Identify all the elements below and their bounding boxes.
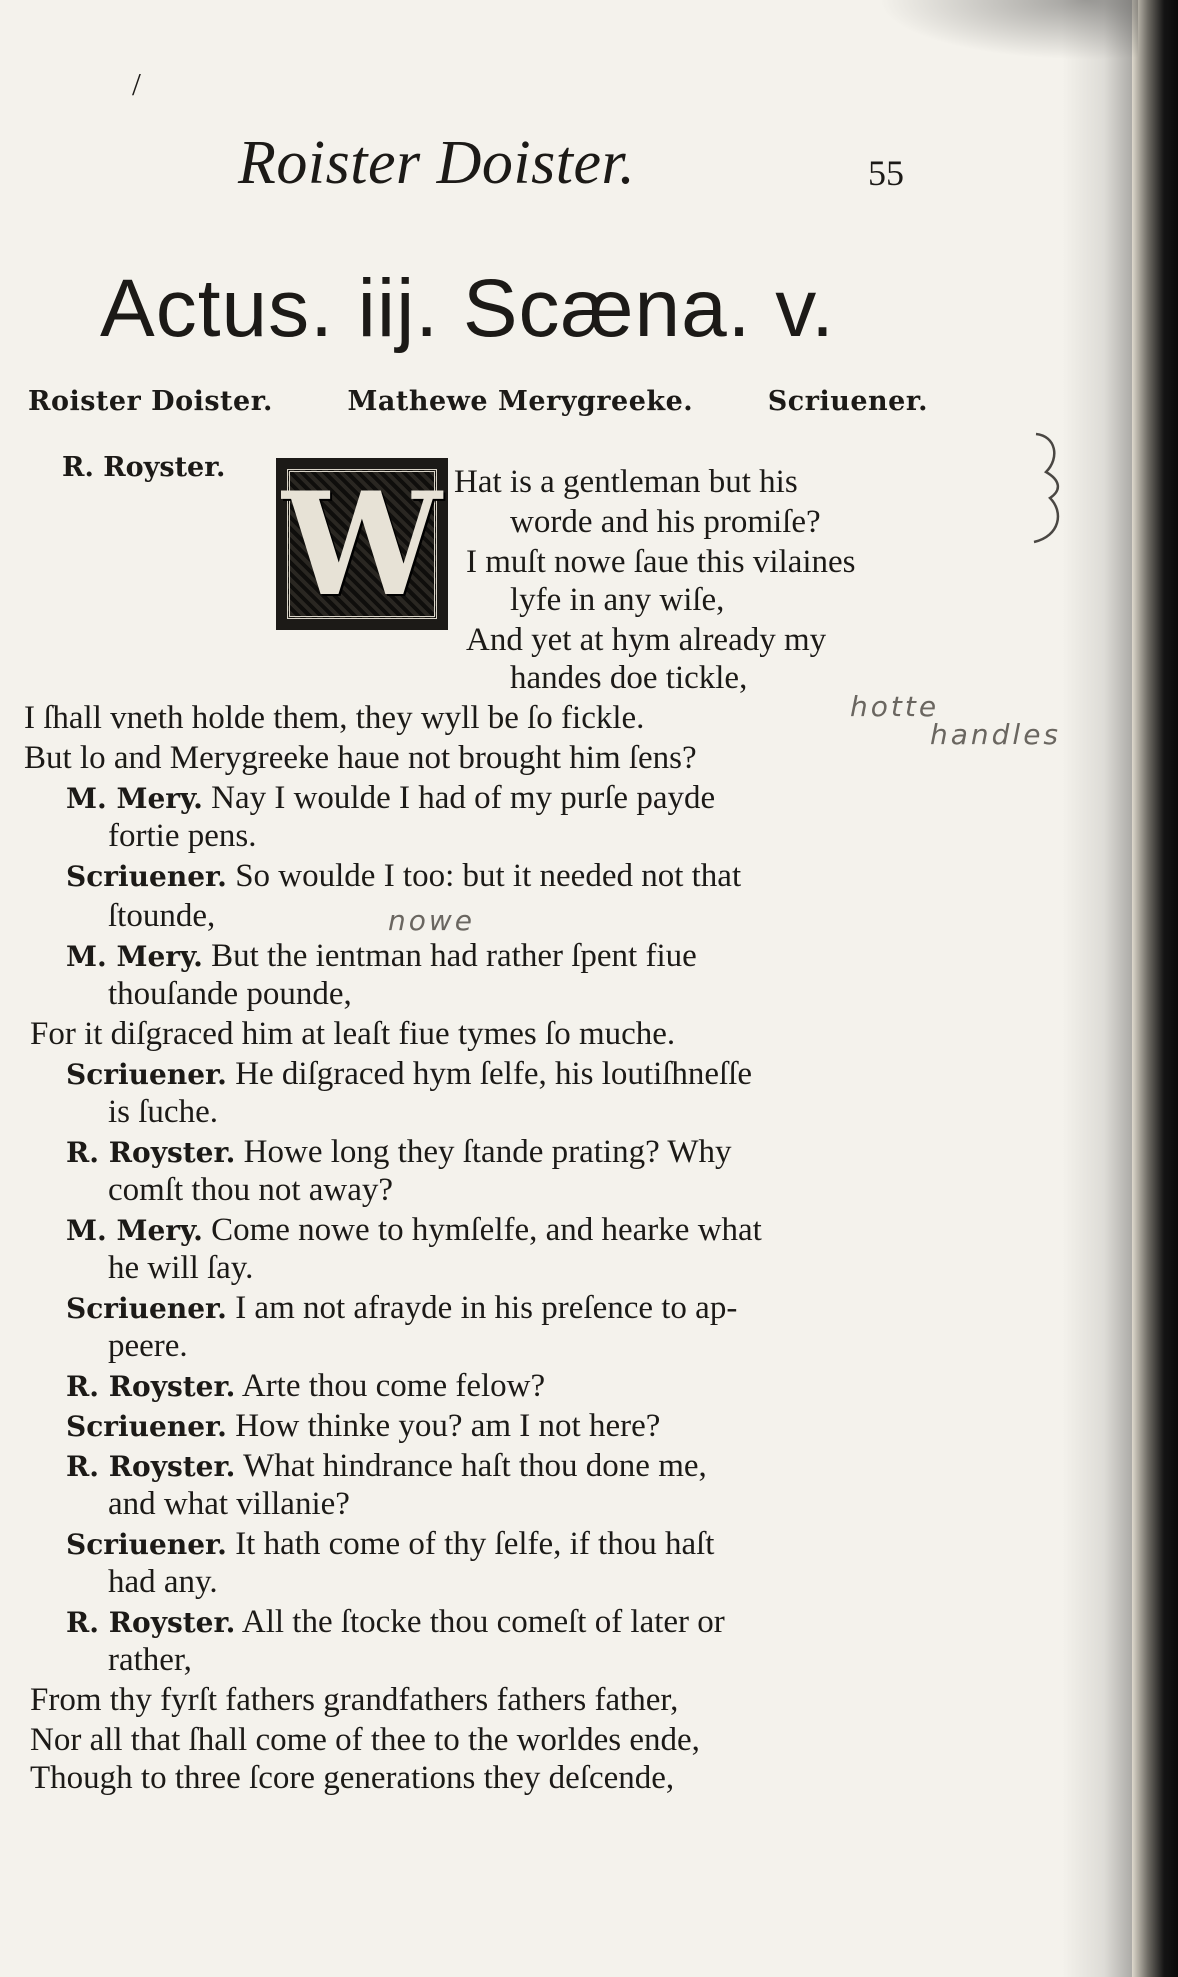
speech-line: [66, 936, 697, 977]
dramatis-personae: [28, 386, 928, 417]
verse-line: [30, 1014, 675, 1054]
speech-line: [66, 1132, 732, 1173]
line-text: What hindrance haſt thou done me,: [243, 1448, 707, 1484]
speaker-label: R. Royster.: [66, 1370, 236, 1403]
speech-line: [66, 1602, 725, 1643]
speaker-label: M. Mery.: [66, 782, 203, 815]
verse-line: [108, 896, 215, 936]
page-stain: [878, 0, 1138, 60]
inline-note: nowe: [388, 904, 476, 937]
verse-line: [108, 974, 352, 1014]
verse-line: [24, 738, 697, 778]
initial-letter: W: [282, 462, 442, 628]
speaker-label: Scriuener.: [66, 1292, 227, 1325]
line-text: But lo and Merygreeke haue not brought him ſens?: [24, 740, 697, 776]
page-gutter-shadow: [1062, 0, 1132, 1977]
speech-line: [66, 1210, 762, 1251]
pencil-mark: /: [132, 66, 141, 102]
page-number: 55: [868, 153, 904, 193]
verse-line: [510, 658, 747, 698]
line-text: he will ſay.: [108, 1250, 254, 1286]
verse-line: [108, 1170, 393, 1210]
speaker-label: R. Royster.: [66, 1136, 236, 1169]
speech-line: [66, 1288, 737, 1329]
speech-line: [66, 1054, 752, 1095]
person-merygreeke: Mathewe Merygreeke.: [347, 386, 694, 417]
verse-line: [510, 502, 821, 542]
line-text: Arte thou come felow?: [241, 1368, 546, 1404]
line-text: thouſande pounde,: [108, 976, 352, 1012]
line-text: fortie pens.: [108, 818, 257, 854]
verse-line: [466, 542, 856, 582]
speaker-label: Scriuener.: [66, 860, 227, 893]
line-text: From thy fyrſt fathers grandfathers fathers father,: [30, 1682, 679, 1718]
line-text: had any.: [108, 1564, 218, 1600]
line-text: How thinke you? am I not here?: [235, 1408, 661, 1444]
line-text: peere.: [108, 1328, 188, 1364]
verse-line: [108, 1092, 218, 1132]
speech-line: [66, 1366, 545, 1407]
pencil-bracket-icon: [1030, 428, 1070, 548]
line-text: I ſhall vneth holde them, they wyll be ſo fickle.: [24, 700, 645, 736]
verse-line: [30, 1720, 700, 1760]
speaker-label: M. Mery.: [66, 940, 203, 973]
person-scriuener: Scriuener.: [767, 386, 928, 417]
ornamental-initial: [276, 458, 448, 630]
line-text: Howe long they ſtande prating? Why: [243, 1134, 732, 1170]
line-text: It hath come of thy ſelfe, if thou haſt: [235, 1526, 715, 1562]
line-text: Hat is a gentleman but his: [454, 464, 798, 500]
speaker-label: Scriuener.: [66, 1058, 227, 1091]
speech-line: [66, 1446, 707, 1487]
speaker-label: R. Royster.: [66, 1450, 236, 1483]
line-text: I muſt nowe ſaue this vilaines: [466, 544, 856, 580]
verse-line: [510, 580, 724, 620]
speech-line: [66, 856, 741, 897]
line-text: I am not afrayde in his preſence to ap-: [235, 1290, 738, 1326]
line-text: rather,: [108, 1642, 192, 1678]
verse-line: [24, 698, 644, 738]
line-text: But the ientman had rather ſpent fiue: [211, 938, 697, 974]
verse-line: [108, 1562, 218, 1602]
speech-line: [66, 778, 715, 819]
line-text: Though to three ſcore generations they deſcende,: [30, 1760, 675, 1796]
person-roister-doister: Roister Doister.: [28, 386, 273, 417]
verse-line: [466, 620, 826, 660]
speaker-label: M. Mery.: [66, 1214, 203, 1247]
line-text: handes doe tickle,: [510, 660, 748, 696]
verse-line: [108, 1484, 350, 1524]
running-title: Roister Doister.: [238, 129, 636, 197]
line-text: comſt thou not away?: [108, 1172, 394, 1208]
speech-line: [66, 1406, 660, 1447]
verse-line: [108, 1640, 192, 1680]
page-binding-edge: [1132, 0, 1178, 1977]
line-text: and what villanie?: [108, 1486, 350, 1522]
line-text: He diſgraced hym ſelfe, his loutiſhneſſe: [235, 1056, 753, 1092]
verse-line: [454, 462, 798, 502]
speaker-label: R. Royster.: [66, 1606, 236, 1639]
line-text: All the ſtocke thou comeſt of later or: [241, 1604, 725, 1640]
line-text: So woulde I too: but it needed not that: [235, 858, 742, 894]
line-text: is ſuche.: [108, 1094, 218, 1130]
line-text: lyfe in any wiſe,: [510, 582, 725, 618]
scene-heading: Actus. iij. Scæna. v.: [100, 263, 835, 354]
margin-note: hotte: [850, 690, 940, 723]
speaker-label: Scriuener.: [66, 1528, 227, 1561]
speaker-label: R. Royster.: [62, 452, 226, 483]
verse-line: [30, 1758, 674, 1798]
line-text: ſtounde,: [108, 898, 216, 934]
verse-line: [108, 1326, 188, 1366]
verse-line: [108, 1248, 253, 1288]
speech-line: [66, 1524, 714, 1565]
line-text: Come nowe to hymſelfe, and hearke what: [211, 1212, 762, 1248]
verse-line: [30, 1680, 678, 1720]
margin-note: handles: [930, 718, 1062, 751]
line-text: Nor all that ſhall come of thee to the worldes ende,: [30, 1722, 700, 1758]
line-text: For it diſgraced him at leaſt fiue tymes ſo muche.: [30, 1016, 676, 1052]
verse-line: [108, 816, 256, 856]
line-text: Nay I woulde I had of my purſe payde: [211, 780, 716, 816]
speaker-label: Scriuener.: [66, 1410, 227, 1443]
line-text: worde and his promiſe?: [510, 504, 821, 540]
line-text: And yet at hym already my: [466, 622, 827, 658]
